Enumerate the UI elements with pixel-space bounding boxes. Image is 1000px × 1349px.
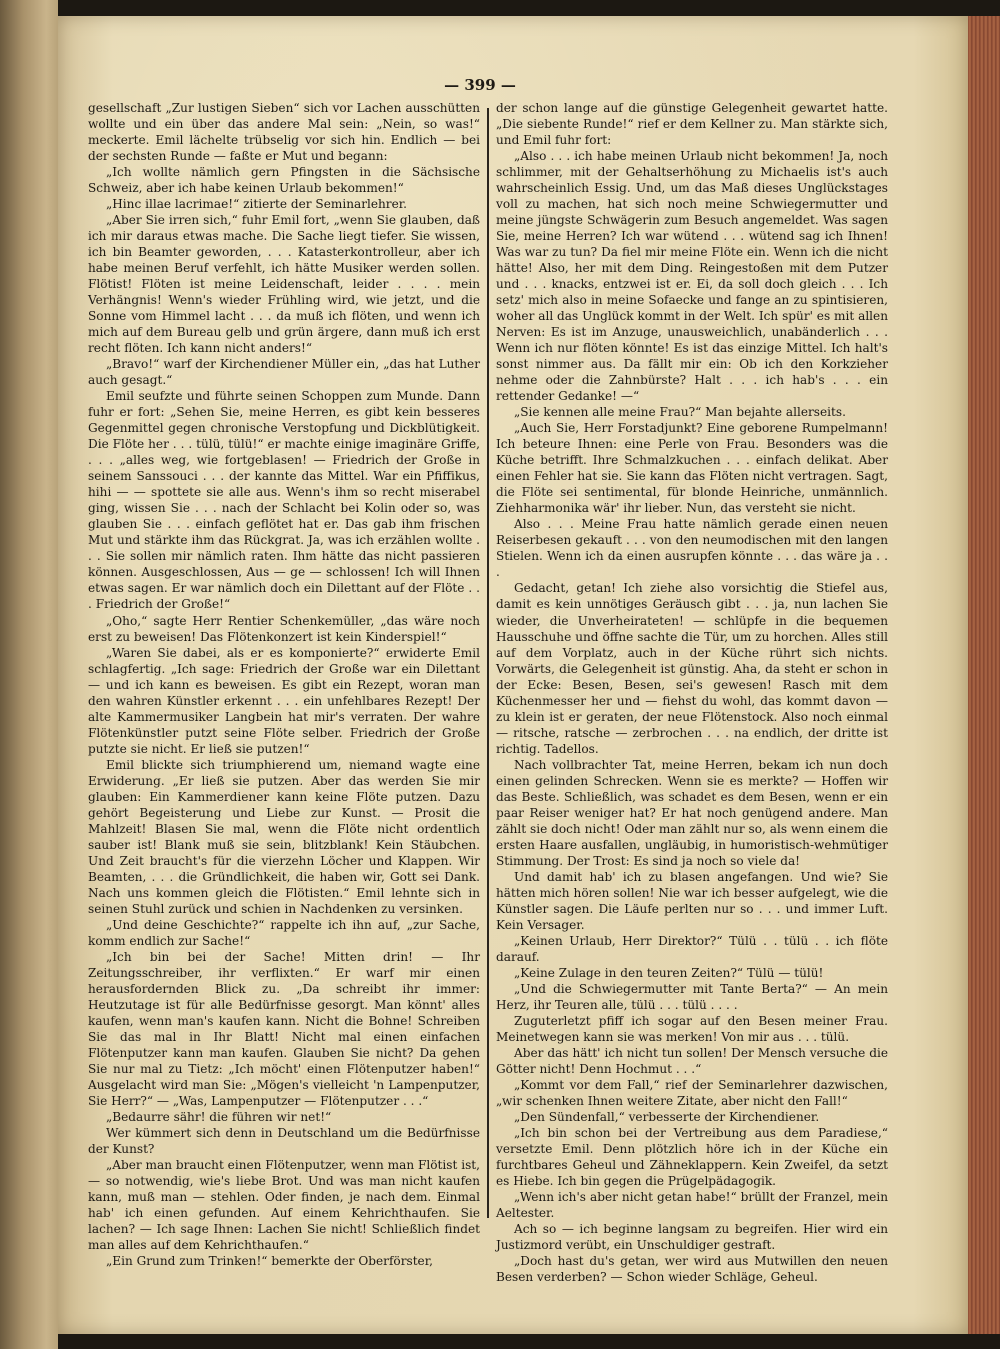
paragraph: „Oho,“ sagte Herr Rentier Schenkemüller, „das wäre noch erst zu beweisen! Das Flötenkonzert ist kein Kinderspiel!“ bbox=[88, 613, 480, 644]
paragraph: „Kommt vor dem Fall,“ rief der Seminarlehrer dazwischen, „wir schenken Ihnen weitere Zitate, aber nicht den Fall!“ bbox=[496, 1077, 888, 1108]
paragraph: Ach so — ich beginne langsam zu begreifen. Hier wird ein Justizmord verübt, ein Unschuldiger gestraft. bbox=[496, 1222, 888, 1253]
paragraph: „Und die Schwiegermutter mit Tante Berta?“ — An mein Herz, ihr Teuren alle, tülü . . . tülü . . . . bbox=[496, 981, 888, 1012]
book-edge bbox=[968, 16, 1000, 1334]
paragraph: „Auch Sie, Herr Forstadjunkt? Eine geborene Rumpelmann! Ich beteure Ihnen: eine Perle von Frau. Besonders was die Küche betrifft. Ihre Schmalzkuchen . . . einfach delikat. Aber einen Fehler hat sie. Sie kann das Flöten nicht vertragen. Sagt, die Flöte sei sentimental, für blonde Heinriche, unmännlich. Ziehharmonika wär' ihr lieber. Nun, das versteht sie nicht. bbox=[496, 421, 888, 516]
paragraph: „Aber Sie irren sich,“ fuhr Emil fort, „wenn Sie glauben, daß ich mir daraus etwas mache. Die Sache liegt tiefer. Sie wissen, ich bin Beamter geworden, . . . Katasterkontrolleur, aber ich habe meinen Beruf verfehlt, ich hätte Musiker werden sollen. Flötist! Flöten ist meine Leidenschaft, leider . . . . mein Verhängnis! Wenn's wieder Frühling wird, wie jetzt, und die Sonne vom Himmel lacht . . . da muß ich flöten, und wenn ich mich auf dem Bureau gelb und grün ärgere, dann muß ich erst recht flöten. Ich kann nicht anders!“ bbox=[88, 213, 480, 356]
paragraph: „Bravo!“ warf der Kirchendiener Müller ein, „das hat Luther auch gesagt.“ bbox=[88, 357, 480, 388]
paragraph: „Ich bin bei der Sache! Mitten drin! — Ihr Zeitungsschreiber, ihr verflixten.“ Er warf mir einen herausfordernden Blick zu. „Da schreibt ihr immer: Heutzutage ist für alle Bedürfnisse gesorgt. Man könnt' alles kaufen, wenn man's kaufen kann. Nicht die Bohne! Schreiben Sie das mal in Ihr Blatt! Nicht mal einen einfachen Flötenputzer kann man kaufen. Glauben Sie nicht? Da gehen Sie nur mal zu Tietz: „Ich möcht' einen Flötenputzer haben!“ Ausgelacht wird man Sie: „Mögen's vielleicht 'n Lampenputzer, Sie Herr?“ — „Was, Lampenputzer — Flötenputzer . . .“ bbox=[88, 949, 480, 1108]
paragraph: „Also . . . ich habe meinen Urlaub nicht bekommen! Ja, noch schlimmer, mit der Gehaltserhöhung zu Michaelis ist's auch wahrscheinlich Essig. Und, um das Maß dieses Unglückstages voll zu machen, hat sich noch meine Schwiegermutter und meine jüngste Schwägerin zum Besuch angemeldet. Was sagen Sie, meine Herren? Ich war wütend . . . wütend sag ich Ihnen! Was war zu tun? Da fiel mir meine Flöte ein. Wenn ich die nicht hätte! Also, her mit dem Ding. Reingestoßen mit dem Putzer und . . . knacks, entzwei ist er. Ei, da soll doch gleich . . . Ich setz' mich also in meine Sofaecke und fange an zu spintisieren, woher all das Unglück kommt in der Welt. Ich spür' es mit allen Nerven: Es ist im Anzuge, unausweichlich, unabänderlich . . . Wenn ich nur flöten könnte! Es ist das einzige Mittel. Ich halt's sonst nimmer aus. Da fällt mir ein: Ob ich den Korkzieher nehme oder die Zahnbürste? Halt . . . ich hab's . . . ein rettender Gedanke! —“ bbox=[496, 149, 888, 404]
paragraph: „Waren Sie dabei, als er es komponierte?“ erwiderte Emil schlagfertig. „Ich sage: Friedrich der Große war ein Dilettant — und ich kann es beweisen. Es gibt ein Rezept, woran man den wahren Künstler erkennt . . . ein unfehlbares Rezept! Der alte Kammermusiker Langbein hat mir's verraten. Der wahre Flötenkünstler putzt seine Flöte selber. Friedrich der Große putzte sie nicht. Er ließ sie putzen!“ bbox=[88, 645, 480, 756]
paragraph: Nach vollbrachter Tat, meine Herren, bekam ich nun doch einen gelinden Schrecken. Wenn sie es merkte? — Hoffen wir das Beste. Schließlich, was schadet es dem Besen, wenn er ein paar Reiser weniger hat? Er hat noch genügend andere. Man zählt sie doch nicht! Oder man zählt nur so, als wenn einem die ersten Haare ausfallen, ungläubig, in humoristisch-wehmütiger Stimmung. Der Trost: Es sind ja noch so viele da! bbox=[496, 757, 888, 868]
paragraph: Zuguterletzt pfiff ich sogar auf den Besen meiner Frau. Meinetwegen kann sie was merken! Von mir aus . . . tülü. bbox=[496, 1013, 888, 1044]
paragraph: Also . . . Meine Frau hatte nämlich gerade einen neuen Reiserbesen gekauft . . . von den neumodischen mit den langen Stielen. Wenn ich da einen ausrupfen könnte . . . das wäre ja . . . bbox=[496, 517, 888, 580]
paragraph: Und damit hab' ich zu blasen angefangen. Und wie? Sie hätten mich hören sollen! Nie war ich besser aufgelegt, wie die Künstler sagen. Die Läufe perlten nur so . . . und immer Luft. Kein Versager. bbox=[496, 869, 888, 932]
paragraph: Wer kümmert sich denn in Deutschland um die Bedürfnisse der Kunst? bbox=[88, 1126, 480, 1157]
paragraph: „Ich wollte nämlich gern Pfingsten in die Sächsische Schweiz, aber ich habe keinen Urlaub bekommen!“ bbox=[88, 165, 480, 196]
book-spine-left-page bbox=[0, 0, 58, 1349]
paragraph: „Bedaurre sähr! die führen wir net!“ bbox=[106, 1109, 332, 1124]
paragraph: Emil seufzte und führte seinen Schoppen zum Munde. Dann fuhr er fort: „Sehen Sie, meine Herren, es gibt kein besseres Gegenmittel gegen chronische Verstopfung und Dickblütigkeit. Die Flöte her . . . tülü, tülü!“ er machte einige imaginäre Griffe, . . . „alles weg, wie fortgeblasen! — Friedrich der Große in seinem Sanssouci . . . der kannte das Mittel. War ein Pfiffikus, hihi — — spottete sie alle aus. Wenn's ihm so recht miserabel ging, wissen Sie . . . nach der Schlacht bei Kolin oder so, was glauben Sie . . . einfach geflötet hat er. Das gab ihm frischen Mut und stärkte ihm das Rückgrat. Ja, was ich erzählen wollte . . . Sie sollen mir nämlich raten. Ihm hätte das nicht passieren können. Ausgeschlossen, Aus — ge — schlossen! Ich will Ihnen etwas sagen. Er war nämlich doch ein Dilettant auf der Flöte . . . Friedrich der Große!“ bbox=[88, 389, 480, 612]
paragraph: gesellschaft „Zur lustigen Sieben“ sich vor Lachen ausschütten wollte und ein über das andere Mal sein: „Nein, so was!“ meckerte. Emil lächelte trübselig vor sich hin. Endlich — bei der sechsten Runde — faßte er Mut und begann: bbox=[88, 101, 480, 164]
paragraph: Emil blickte sich triumphierend um, niemand wagte eine Erwiderung. „Er ließ sie putzen. Aber das werden Sie mir glauben: Ein Kammerdiener kann keine Flöte putzen. Dazu gehört Begeisterung und Liebe zur Kunst. — Prosit die Mahlzeit! Blasen Sie mal, wenn die Flöte nicht ordentlich sauber ist! Blank muß sie sein, blitzblank! Kein Stäubchen. Und Zeit braucht's für die vierzehn Löcher und Klappen. Wir Beamten, . . . die Gründlichkeit, die haben wir, Gott sei Dank. Nach uns kommen gleich die Flötisten.“ Emil lehnte sich in seinen Stuhl zurück und schien in Nachdenken zu versinken. bbox=[88, 757, 480, 916]
paragraph: „Wenn ich's aber nicht getan habe!“ brüllt der Franzel, mein Aeltester. bbox=[496, 1190, 888, 1221]
paragraph: „Ich bin schon bei der Vertreibung aus dem Paradiese,“ versetzte Emil. Denn plötzlich höre ich in der Küche ein furchtbares Geheul und Zähneklappern. Kein Zweifel, da setzt es Hiebe. Ich bin gegen die Prügelpädagogik. bbox=[496, 1126, 888, 1189]
paragraph: „Keinen Urlaub, Herr Direktor?“ Tülü . . tülü . . ich flöte darauf. bbox=[496, 933, 888, 964]
paragraph: „Sie kennen alle meine Frau?“ Man bejahte allerseits. bbox=[514, 405, 846, 420]
paragraph: „Aber man braucht einen Flötenputzer, wenn man Flötist ist, — so notwendig, wie's liebe Brot. Und was man nicht kaufen kann, muß man — stehlen. Oder finden, je nach dem. Einmal hab' ich einen gefunden. Auf einem Kehrichthaufen. Sie lachen? — Ich sage Ihnen: Lachen Sie nicht! Schließlich findet man alles auf dem Kehrichthaufen.“ bbox=[88, 1158, 480, 1253]
paragraph: „Und deine Geschichte?“ rappelte ich ihn auf, „zur Sache, komm endlich zur Sache!“ bbox=[88, 917, 480, 948]
paragraph: „Doch hast du's getan, wer wird aus Mutwillen den neuen Besen verderben? — Schon wieder Schläge, Geheul. bbox=[496, 1254, 888, 1285]
paragraph: Aber das hätt' ich nicht tun sollen! Der Mensch versuche die Götter nicht! Denn Hochmut . . .“ bbox=[496, 1045, 888, 1076]
paragraph: „Ein Grund zum Trinken!“ bemerkte der Oberförster, bbox=[106, 1254, 434, 1269]
paragraph: „Keine Zulage in den teuren Zeiten?“ Tülü — tülü! bbox=[514, 965, 824, 980]
paragraph: „Den Sündenfall,“ verbesserte der Kirchendiener. bbox=[514, 1109, 820, 1124]
paragraph: „Hinc illae lacrimae!“ zitierte der Seminarlehrer. bbox=[106, 197, 408, 212]
page-number: — 399 — bbox=[444, 76, 516, 94]
paragraph: der schon lange auf die günstige Gelegenheit gewartet hatte. „Die siebente Runde!“ rief er dem Kellner zu. Man stärkte sich, und Emil fuhr fort: bbox=[496, 101, 888, 148]
paragraph: Gedacht, getan! Ich ziehe also vorsichtig die Stiefel aus, damit es kein unnötiges Geräusch gibt . . . ja, nun lachen Sie wieder, die Unverheirateten! — schlüpfe in die bequemen Hausschuhe und öffne sachte die Tür, um zu horchen. Alles still auf dem Vorplatz, auch in der Küche rührt sich nichts. Vorwärts, die Gelegenheit ist günstig. Aha, da steht er schon in der Ecke: Besen, Besen, sei's gewesen! Rasch mit dem Küchenmesser her und — fiehst du wohl, das kommt davon — zu klein ist er geraten, der neue Flötenstock. Also noch einmal — ritsche, ratsche — zerbrochen . . . na endlich, der dritte ist richtig. Tadellos. bbox=[496, 581, 888, 756]
column-divider bbox=[487, 108, 489, 1218]
text-column-left bbox=[88, 100, 480, 1269]
text-column-right bbox=[496, 100, 888, 1285]
